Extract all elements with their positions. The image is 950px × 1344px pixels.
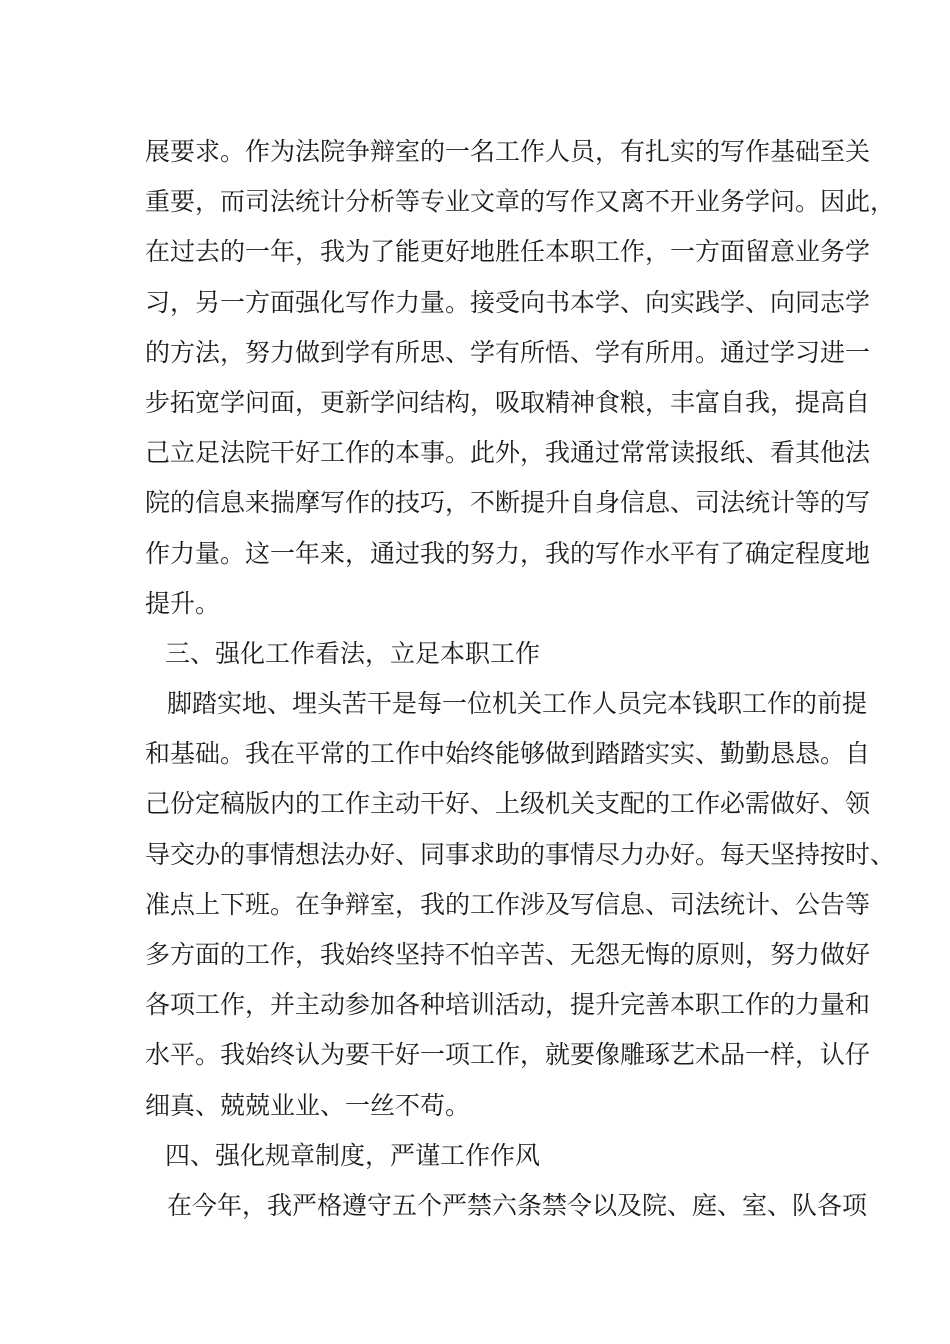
paragraph-line: 各项工作，并主动参加各种培训活动，提升完善本职工作的力量和: [145, 990, 871, 1020]
paragraph-line: 的方法，努力做到学有所思、学有所悟、学有所用。通过学习进一: [145, 337, 871, 367]
paragraph-line: 导交办的事情想法办好、同事求助的事情尽力办好。每天坚持按时、: [145, 839, 896, 869]
paragraph-line: 院的信息来揣摩写作的技巧，不断提升自身信息、司法统计等的写: [145, 488, 871, 518]
paragraph-line: 重要，而司法统计分析等专业文章的写作又离不开业务学问。因此，: [145, 187, 896, 217]
paragraph-line: 细真、兢兢业业、一丝不苟。: [145, 1090, 471, 1120]
document-body: [145, 127, 896, 1231]
paragraph-line: 水平。我始终认为要干好一项工作，就要像雕琢艺术品一样，认仔: [145, 1040, 871, 1070]
paragraph-line: 己立足法院干好工作的本事。此外，我通过常常读报纸、看其他法: [145, 438, 871, 468]
section-heading-4: 四、强化规章制度，严谨工作作风: [165, 1140, 541, 1170]
paragraph-line: 展要求。作为法院争辩室的一名工作人员，有扎实的写作基础至关: [145, 137, 871, 166]
paragraph-line: 己份定稿版内的工作主动干好、上级机关支配的工作必需做好、领: [145, 789, 871, 819]
paragraph-line: 提升。: [145, 588, 221, 618]
paragraph-line: 习，另一方面强化写作力量。接受向书本学、向实践学、向同志学: [145, 287, 871, 317]
paragraph-line: 多方面的工作，我始终坚持不怕辛苦、无怨无悔的原则，努力做好: [145, 940, 871, 969]
paragraph-line: 步拓宽学问面，更新学问结构，吸取精神食粮，丰富自我，提高自: [145, 387, 871, 417]
paragraph-line: 准点上下班。在争辩室，我的工作涉及写信息、司法统计、公告等: [145, 889, 871, 919]
paragraph-line: 在过去的一年，我为了能更好地胜任本职工作，一方面留意业务学: [145, 237, 871, 267]
paragraph-line: 脚踏实地、埋头苦干是每一位机关工作人员完本钱职工作的前提: [167, 689, 868, 719]
section-heading-3: 三、强化工作看法，立足本职工作: [165, 638, 541, 668]
paragraph-line: 在今年，我严格遵守五个严禁六条禁令以及院、庭、室、队各项: [167, 1190, 868, 1220]
paragraph-line: 和基础。我在平常的工作中始终能够做到踏踏实实、勤勤恳恳。自: [145, 739, 871, 769]
paragraph-line: 作力量。这一年来，通过我的努力，我的写作水平有了确定程度地: [145, 538, 871, 568]
